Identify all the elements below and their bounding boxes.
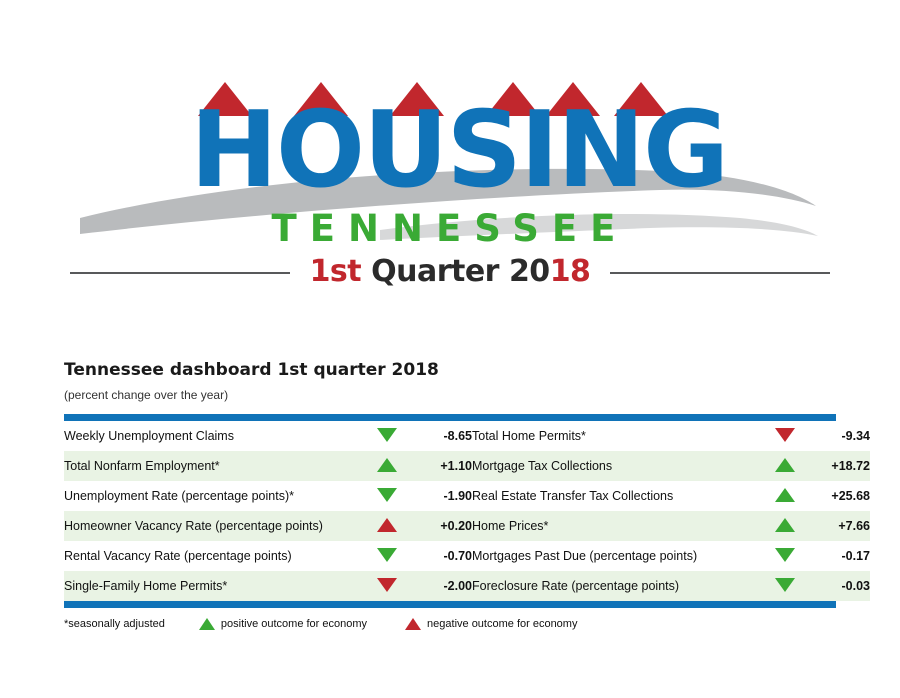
row-indicator-left — [364, 481, 410, 511]
triangle-up-icon — [377, 458, 397, 472]
dashboard-table — [64, 421, 870, 601]
triangle-down-icon — [775, 578, 795, 592]
row-label-right: Foreclosure Rate (percentage points) — [472, 571, 762, 601]
triangle-down-icon — [377, 548, 397, 562]
row-value-right: -0.17 — [841, 549, 870, 563]
row-indicator-left — [364, 451, 410, 481]
logo-quarter-line — [190, 252, 710, 291]
dashboard-title: Tennessee dashboard 1st quarter 2018 — [64, 360, 439, 380]
row-value-right: -9.34 — [841, 429, 870, 443]
divider-bar-bottom — [64, 601, 836, 608]
row-indicator-right — [762, 571, 808, 601]
row-indicator-right — [762, 451, 808, 481]
legend-footnote: *seasonally adjusted — [64, 618, 165, 630]
row-label-left: Total Nonfarm Employment* — [64, 451, 364, 481]
row-value-right: +25.68 — [831, 489, 870, 503]
table-row — [64, 511, 870, 541]
row-value-left: +1.10 — [410, 451, 472, 481]
row-value-right: +18.72 — [808, 451, 870, 481]
triangle-up-icon — [775, 488, 795, 502]
triangle-up-icon — [377, 518, 397, 532]
row-label-left: Unemployment Rate (percentage points)* — [64, 489, 294, 503]
legend — [64, 618, 836, 630]
row-indicator-right — [762, 421, 808, 451]
quarter-middle: Quarter — [371, 254, 499, 289]
row-value-left: -1.90 — [443, 489, 472, 503]
legend-positive-text: positive outcome for economy — [220, 618, 368, 630]
legend-negative-text: negative outcome for economy — [427, 618, 578, 630]
triangle-down-icon — [377, 578, 397, 592]
row-indicator-right — [762, 511, 808, 541]
row-label-left: Single-Family Home Permits* — [64, 571, 364, 601]
row-indicator-right — [762, 481, 808, 511]
row-value-left: -2.00 — [410, 571, 472, 601]
row-indicator-right — [762, 541, 808, 571]
row-value-left: -8.65 — [443, 429, 472, 443]
masthead — [0, 60, 900, 300]
row-label-left: Homeowner Vacancy Rate (percentage points) — [64, 511, 364, 541]
row-indicator-left — [364, 541, 410, 571]
row-indicator-left — [364, 511, 410, 541]
row-indicator-left — [364, 571, 410, 601]
triangle-down-icon — [377, 428, 397, 442]
row-label-right: Mortgages Past Due (percentage points) — [472, 549, 698, 563]
triangle-down-icon — [775, 548, 795, 562]
row-value-right: -0.03 — [808, 571, 870, 601]
row-label-right: Mortgage Tax Collections — [472, 451, 762, 481]
dashboard-section — [64, 360, 870, 630]
divider-bar-top — [64, 414, 836, 421]
row-label-right: Home Prices* — [472, 511, 762, 541]
table-row — [64, 541, 870, 571]
table-row — [64, 571, 870, 601]
legend-negative-icon — [405, 618, 421, 630]
quarter-year-red: 18 — [549, 254, 591, 289]
triangle-down-icon — [775, 428, 795, 442]
table-row — [64, 481, 870, 511]
triangle-down-icon — [377, 488, 397, 502]
logo-housing-text: HOUSING — [190, 89, 728, 211]
row-label-left: Weekly Unemployment Claims — [64, 429, 234, 443]
row-value-right: +7.66 — [808, 511, 870, 541]
row-label-right: Total Home Permits* — [472, 429, 586, 443]
quarter-year-dark: 20 — [508, 254, 550, 289]
table-row — [64, 421, 870, 451]
legend-positive-icon — [199, 618, 215, 630]
row-value-left: -0.70 — [443, 549, 472, 563]
triangle-up-icon — [775, 518, 795, 532]
dashboard-subtitle: (percent change over the year) — [64, 388, 229, 402]
row-label-left: Rental Vacancy Rate (percentage points) — [64, 549, 292, 563]
row-value-left: +0.20 — [410, 511, 472, 541]
triangle-up-icon — [775, 458, 795, 472]
row-label-right: Real Estate Transfer Tax Collections — [472, 489, 674, 503]
logo-tennessee-text: TENNESSEE — [271, 207, 629, 250]
table-row — [64, 451, 870, 481]
quarter-prefix: 1st — [309, 254, 362, 289]
row-indicator-left — [364, 421, 410, 451]
